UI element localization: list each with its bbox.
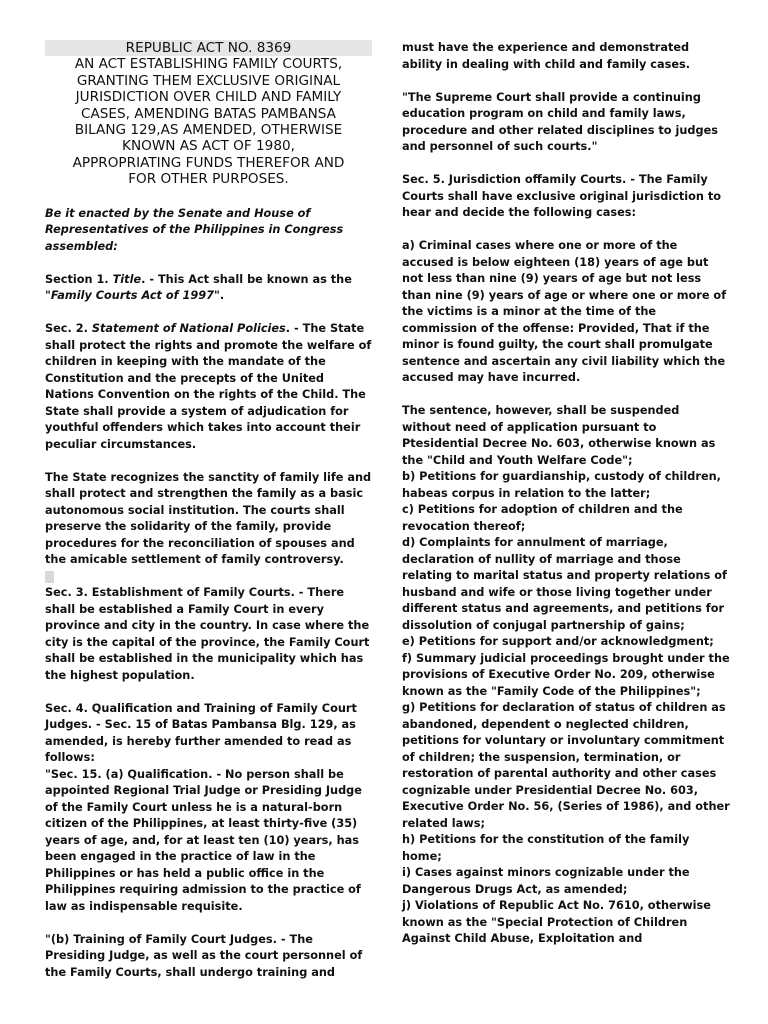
- right-column: [402, 40, 730, 948]
- jurisdiction-item-g: g) Petitions for declaration of status of children as abandoned, dependent o neglected children, petitions for voluntary or involuntary commitment of children; the suspension, termination, or restoration of parental authority and other cases cognizable under Presidential Decree No. 603, Executive Order No. 56, (Series of 1986), and other related laws;: [402, 701, 730, 830]
- title-line: BILANG 129,AS AMENDED, OTHERWISE: [74, 122, 343, 139]
- act-title: [45, 40, 372, 188]
- jurisdiction-item-j: j) Violations of Republic Act No. 7610, otherwise known as the "Special Protection of Children Against Child Abuse, Exploitation and: [402, 899, 711, 945]
- left-column: [45, 40, 372, 981]
- jurisdiction-item-a: a) Criminal cases where one or more of the accused is below eighteen (18) years of age but not less than nine (9) years of age but not less than nine (9) years of age or where one or more of the victims is a minor at the time of the commission of the offense: Provided, That if the minor is found guilty, the court shall promulgate sentence and ascertain any civil liability which the accused may have incurred.: [402, 239, 727, 384]
- title-line: CASES, AMENDING BATAS PAMBANSA: [81, 105, 336, 122]
- title-line: KNOWN AS ACT OF 1980,: [122, 138, 295, 155]
- section-5: Sec. 5. Jurisdiction offamily Courts. - The Family Courts shall have exclusive original jurisdiction to hear and decide the following cases:: [402, 173, 722, 219]
- title-line: GRANTING THEM EXCLUSIVE ORIGINAL: [76, 72, 341, 89]
- jurisdiction-item-h: h) Petitions for the constitution of the family home;: [402, 833, 690, 863]
- section-2-paragraph-2: The State recognizes the sanctity of family life and shall protect and strengthen the family as a basic autonomous social institution. The courts shall preserve the solidarity of the family, provide procedures for the reconciliation of spouses and the amicable settlement of family controversy.: [45, 470, 372, 567]
- section-4: Sec. 4. Qualification and Training of Family Court Judges. - Sec. 15 of Batas Pambansa Blg. 129, as amended, is hereby further amended to read as follows:: [45, 701, 357, 765]
- continuation-text: must have the experience and demonstrated ability in dealing with child and family cases.: [402, 41, 690, 71]
- act-number: REPUBLIC ACT NO. 8369: [45, 40, 372, 56]
- section-15-a: "Sec. 15. (a) Qualification. - No person shall be appointed Regional Trial Judge or Presiding Judge of the Family Court unless he is a natural-born citizen of the Philippines, at least thirty-five (35) years of age, and, for at least ten (10) years, has been engaged in the practice of law in the Philippines or has held a public office in the Philippines requiring admission to the practice of law as indispensable requisite.: [45, 767, 362, 913]
- supreme-court-paragraph: "The Supreme Court shall provide a continuing education program on child and family laws, procedure and other related disciplines to judges and personnel of such courts.": [402, 90, 718, 153]
- section-2: Sec. 2. Statement of National Policies. - The State shall protect the rights and promote the welfare of children in keeping with the mandate of the Constitution and the precepts of the United Nations Convention on the rights of the Child. The State shall provide a system of adjudication for youthful offenders which takes into account their peculiar circumstances.: [45, 322, 372, 451]
- jurisdiction-item-f: f) Summary judicial proceedings brought under the provisions of Executive Order No. 209, otherwise known as the "Family Code of the Philippines";: [402, 651, 730, 698]
- title-line: FOR OTHER PURPOSES.: [128, 171, 289, 188]
- section-1: Section 1. Title. - This Act shall be known as the "Family Courts Act of 1997".: [45, 272, 352, 303]
- section-15-b: "(b) Training of Family Court Judges. - The Presiding Judge, as well as the court personnel of the Family Courts, shall undergo training and: [45, 932, 363, 979]
- section-3: Sec. 3. Establishment of Family Courts. - There shall be established a Family Court in every province and city in the country. In case where the city is the capital of the province, the Family Court shall be established in the municipality which has the highest population.: [45, 586, 370, 682]
- jurisdiction-item-i: i) Cases against minors cognizable under the Dangerous Drugs Act, as amended;: [402, 866, 690, 896]
- text-cursor-marker: [45, 569, 372, 586]
- jurisdiction-item-d: d) Complaints for annulment of marriage, declaration of nullity of marriage and those relating to marital status and property relations of husband and wife or those living together under different status and agreements, and petitions for dissolution of conjugal partnership of gains;: [402, 536, 727, 632]
- enacting-clause: Be it enacted by the Senate and House of Representatives of the Philippines in Congress assembled:: [45, 206, 344, 253]
- sentence-paragraph: The sentence, however, shall be suspended without need of application pursuant to Ptesidential Decree No. 603, otherwise known as the "Child and Youth Welfare Code";: [402, 404, 716, 467]
- jurisdiction-item-b: b) Petitions for guardianship, custody of children, habeas corpus in relation to the latter;: [402, 470, 721, 500]
- title-line: APPROPRIATING FUNDS THEREFOR AND: [72, 154, 345, 171]
- jurisdiction-item-e: e) Petitions for support and/or acknowledgment;: [402, 635, 714, 648]
- title-line: JURISDICTION OVER CHILD AND FAMILY: [75, 89, 342, 106]
- jurisdiction-item-c: c) Petitions for adoption of children and the revocation thereof;: [402, 503, 683, 533]
- title-line: AN ACT ESTABLISHING FAMILY COURTS,: [74, 56, 343, 73]
